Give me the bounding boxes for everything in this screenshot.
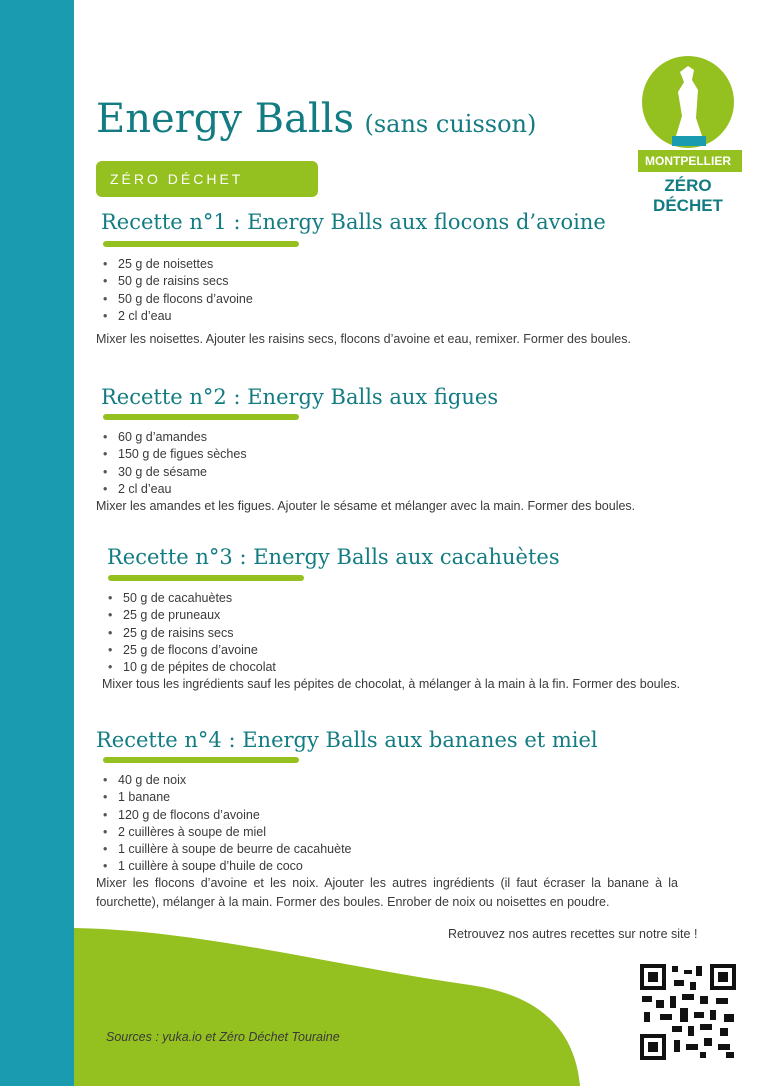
- badge-label: ZÉRO DÉCHET: [110, 171, 244, 187]
- recipe-3-title: Recette n°3 : Energy Balls aux cacahuètes: [107, 545, 560, 569]
- recipe-3-underline: [108, 575, 304, 581]
- list-item: • 25 g de flocons d’avoine: [103, 642, 276, 659]
- list-item: • 40 g de noix: [98, 772, 352, 789]
- page-title: [96, 96, 536, 142]
- list-item: • 1 cuillère à soupe d’huile de coco: [98, 858, 352, 875]
- recipe-3-ingredients: [103, 590, 276, 676]
- list-item: • 25 g de noisettes: [98, 256, 253, 273]
- logo-line-2: ZÉRO DÉCHET: [653, 176, 723, 215]
- list-item: • 25 g de raisins secs: [103, 625, 276, 642]
- recipe-4-ingredients: [98, 772, 352, 876]
- recipe-1-title: Recette n°1 : Energy Balls aux flocons d’avoine: [101, 210, 606, 234]
- recipe-1-instructions: Mixer les noisettes. Ajouter les raisins secs, flocons d’avoine et eau, remixer. Former des boules.: [96, 332, 631, 346]
- logo-line-1: MONTPELLIER: [645, 154, 731, 168]
- list-item: • 25 g de pruneaux: [103, 607, 276, 624]
- list-item: • 50 g de flocons d’avoine: [98, 291, 253, 308]
- list-item: • 10 g de pépites de chocolat: [103, 659, 276, 676]
- list-item: • 60 g d’amandes: [98, 429, 247, 446]
- recipe-4-instructions: Mixer les flocons d’avoine et les noix. Ajouter les autres ingrédients (il faut écraser la banane à la fourchette), mélanger à la main. Former des boules. Enrober de noix ou noisettes en poudre.: [96, 876, 678, 909]
- recipe-4-title: Recette n°4 : Energy Balls aux bananes et miel: [96, 728, 598, 752]
- list-item: • 50 g de cacahuètes: [103, 590, 276, 607]
- list-item: • 2 cl d’eau: [98, 481, 247, 498]
- recipe-1-underline: [103, 241, 299, 247]
- list-item: • 1 banane: [98, 789, 352, 806]
- recipe-2-title: Recette n°2 : Energy Balls aux figues: [101, 385, 499, 409]
- site-link-text[interactable]: Retrouvez nos autres recettes sur notre site !: [448, 927, 698, 941]
- list-item: • 1 cuillère à soupe de beurre de cacahuète: [98, 841, 352, 858]
- recipe-3-instructions: Mixer tous les ingrédients sauf les pépites de chocolat, à mélanger à la main à la fin. Former des boules.: [102, 677, 681, 691]
- recipe-1-ingredients: [98, 256, 253, 325]
- sources-text: Sources : yuka.io et Zéro Déchet Touraine: [106, 1030, 340, 1044]
- montpellier-logo: [636, 56, 748, 215]
- zero-dechet-badge: [96, 161, 318, 197]
- title-main: Energy Balls: [96, 96, 355, 142]
- recipe-4-underline: [103, 757, 299, 763]
- list-item: • 120 g de flocons d’avoine: [98, 807, 352, 824]
- list-item: • 150 g de figues sèches: [98, 446, 247, 463]
- list-item: • 50 g de raisins secs: [98, 273, 253, 290]
- recipe-2-underline: [103, 414, 299, 420]
- recipe-2-ingredients: [98, 429, 247, 498]
- list-item: • 30 g de sésame: [98, 464, 247, 481]
- list-item: • 2 cuillères à soupe de miel: [98, 824, 352, 841]
- title-subtitle: (sans cuisson): [364, 110, 537, 138]
- recipe-2-instructions: Mixer les amandes et les figues. Ajouter le sésame et mélanger avec la main. Former des boules.: [96, 499, 636, 513]
- list-item: • 2 cl d’eau: [98, 308, 253, 325]
- qr-code-icon[interactable]: [640, 964, 736, 1060]
